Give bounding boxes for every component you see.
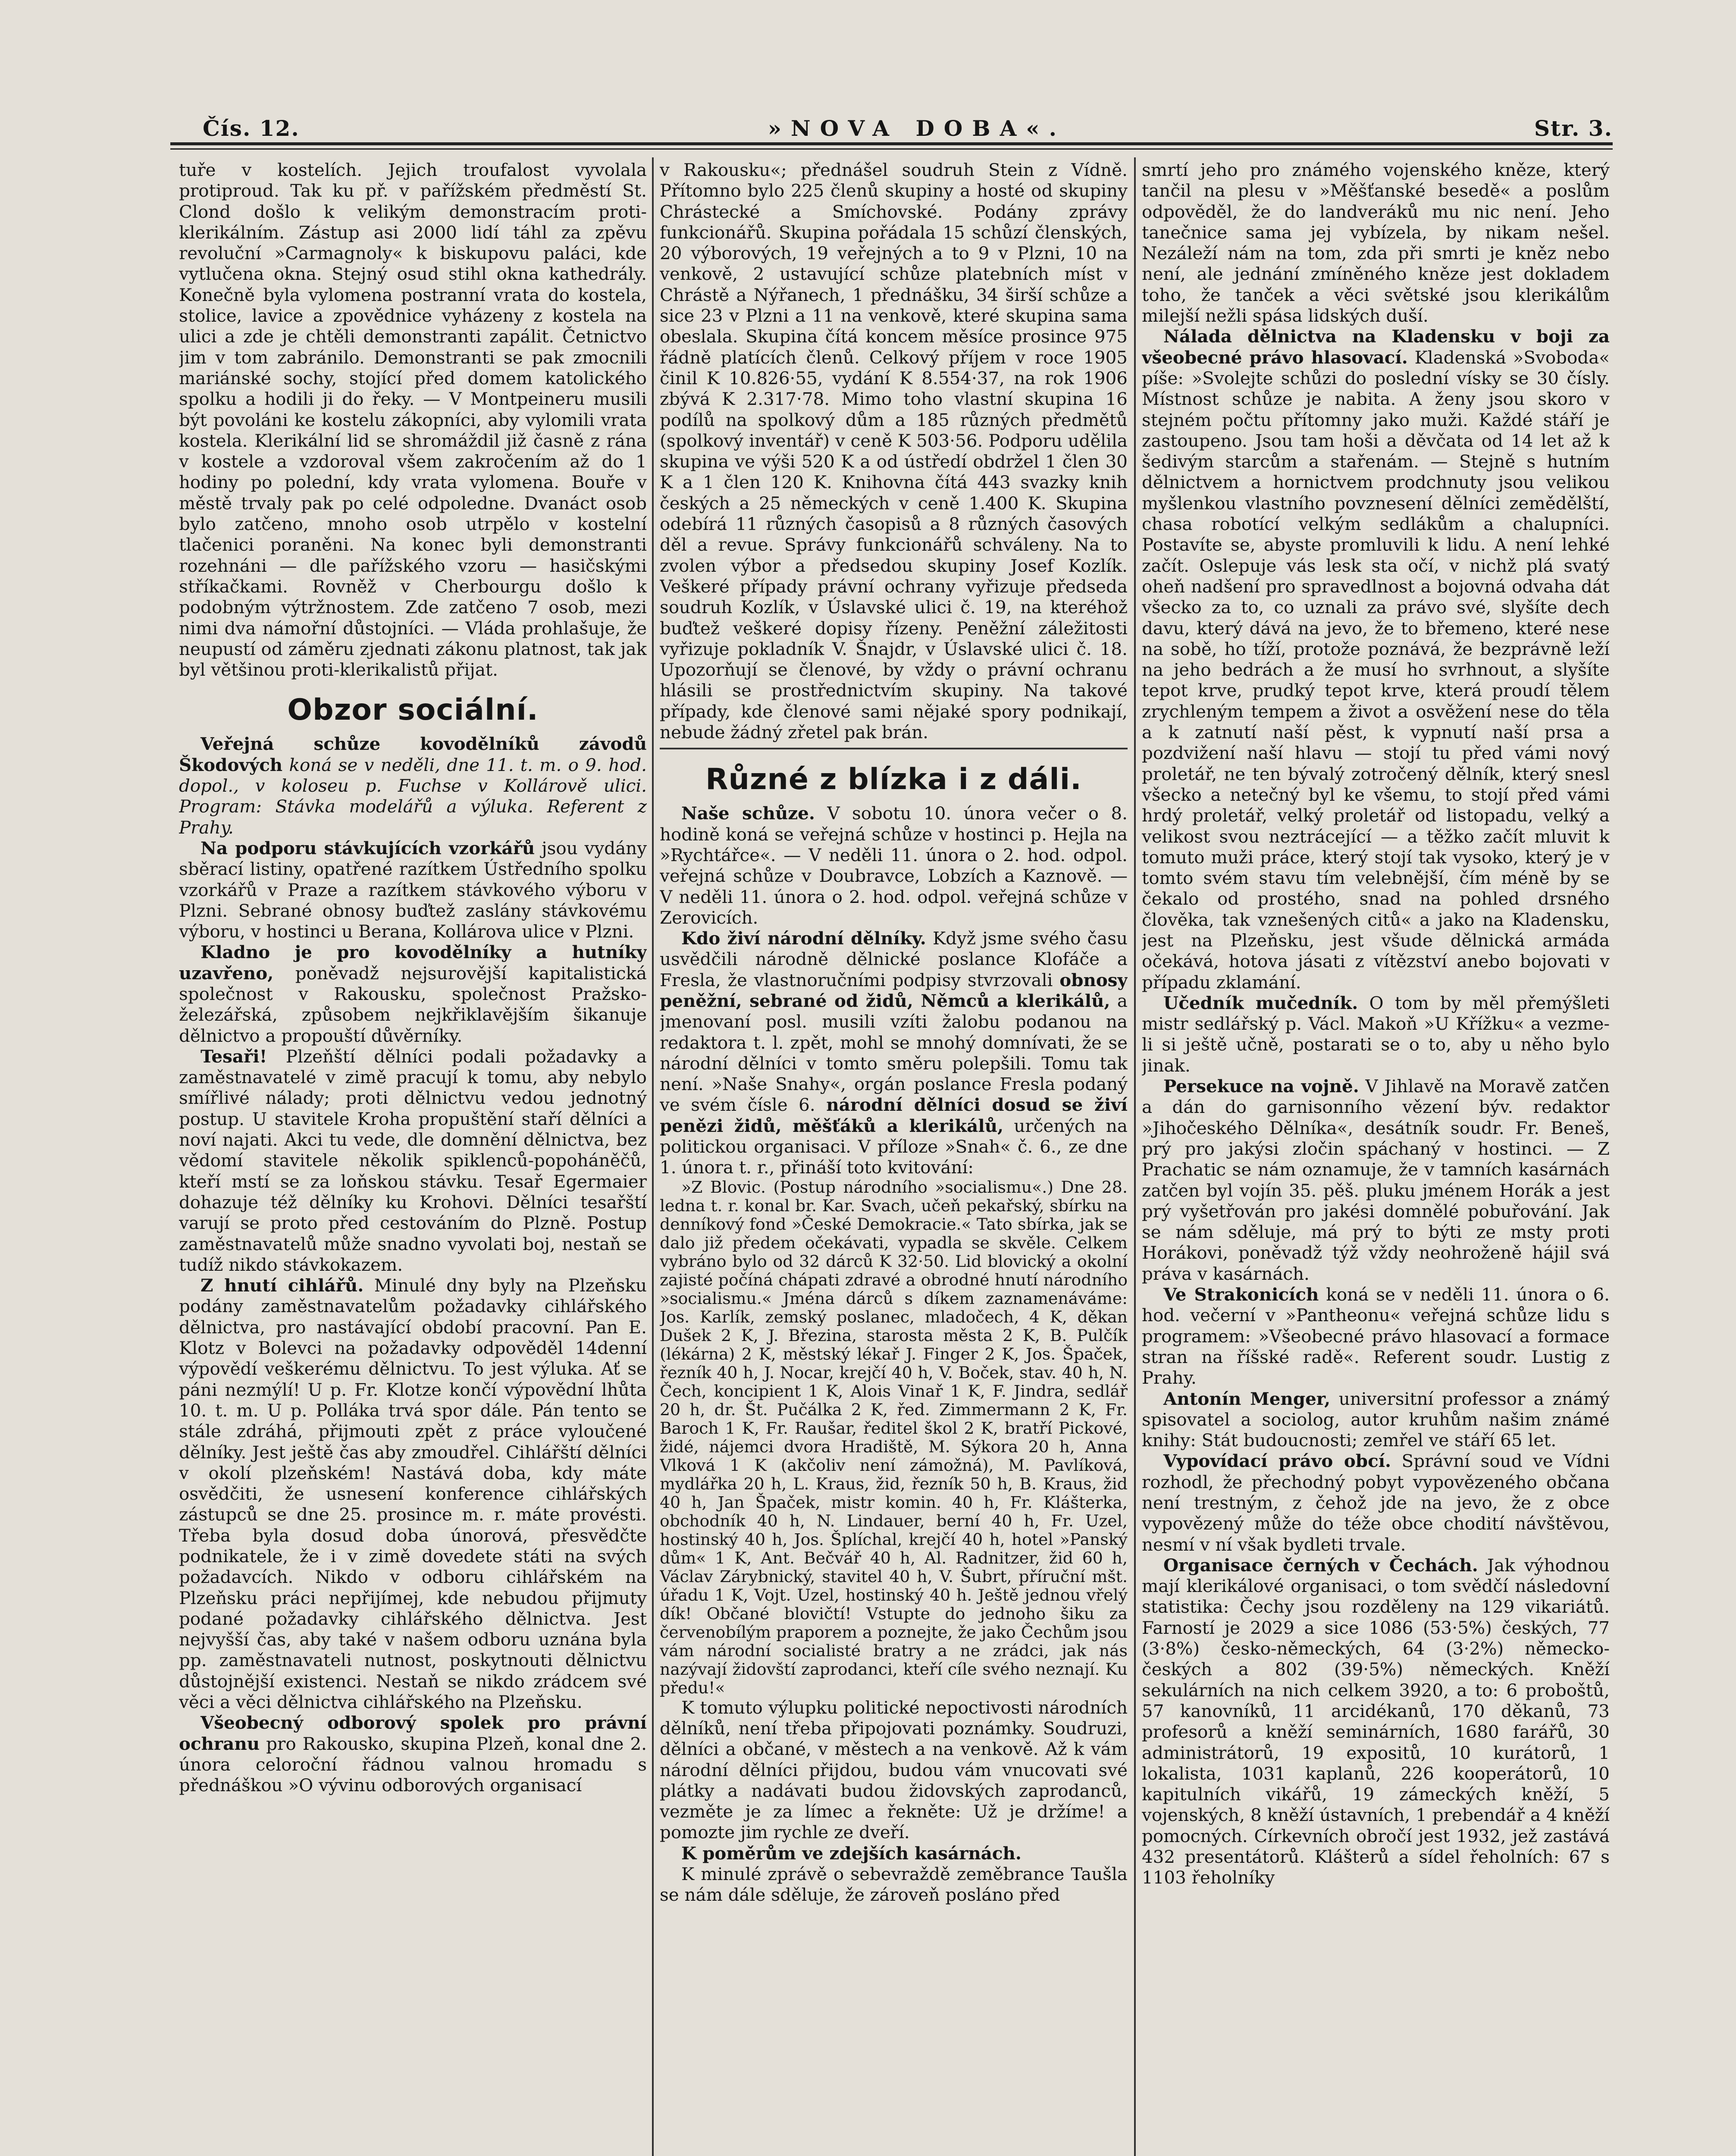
column-2 [660,160,1128,2156]
article-text: Kladenská »Svoboda« píše: »Svolejte schůzi do poslední vísky se 30 čísly. Místnost schůze je nabita. A ženy jsou skoro v stejném počtu přítomny jako muži. Každé stáří je zastoupeno. Jsou tam hoši a děvčata od 14 let až k šedivým starcům a stařenám. — Stejně s hutním dělnictvem a hornictvem prodchnuty jsou velikou myšlenkou vlastního povznesení dělníci zemědělští, chasa robotící velkým sedlákům a chalupníci. Postavíte se, abyste promluvili k lidu. A není lehké začít. Oslepuje vás lesk sta očí, v nichž plá svatý oheň nadšení pro spravedlnost a bojovná odvaha dát všecko za to, co uznali za právo své, slyšíte dech davu, který dává na jevo, že to břemeno, které nese na sobě, ho tíží, protože poznává, že bezprávně leží na jeho bedrách a že musí ho svrhnout, a slyšíte tepot krve, prudký tepot krve, která proudí tělem zrychleným tempem a život a osvěžení nese do těla a k zatnutí naší pěst, k vypnutí naší prsa a pozdvižení naší hlavu — stojí tu před vámi nový proletář, ne ten bývalý zotročený dělník, který snesl všecko a netečný byl ke všemu, to stojí před vámi hrdý proletář, velký proletář od listopadu, velký a velikost svou neztrácející — a těžko začít mluvit k tomuto muži práce, který stojí tak vysoko, který je v tomto svém stavu tím velebnější, čím méně by se čekalo od prostého, snad na pohled drsného člověka, tak vznešených citů« a jako na Kladensku, jest na Plzeňsku, jest všude dělnická armáda očekává, hotova jásati z vítězství anebo bojovati v případu zklamání. [1142,347,1610,993]
article-paragraph [179,733,647,837]
header-rule-thin [170,148,1613,150]
article-text: Jak výhodnou mají klerikálové organisaci, o tom svědčí následovní statistika: Čechy jsou rozděleny na 129 vikariátů. Farností je 2029 a sice 1086 (53·5%) českých, 77 (3·8%) česko-německých, 64 (3·2%) německo-českých a 802 (39·5%) německých. Kněží sekulárních na nich celkem 3920, a to: 6 proboštů, 57 kanovníků, 11 arcidékanů, 170 děkanů, 73 profesorů a kněží seminárních, 1680 farářů, 30 administrátorů, 19 expositů, 10 kurátorů, 1 lokalista, 1031 kaplanů, 226 kooperátorů, 10 kapitulních vikářů, 19 zámeckých kněží, 5 vojenských, 8 kněží ústavních, 1 prebendář a 4 kněží pomocných. Církevních obročí jest 1932, jež zastává 432 presentátorů. Klášterů a sídel řeholních: 67 s 1103 řeholníky [1142,1554,1610,1888]
article-paragraph: K minulé zprávě o sebevraždě zeměbrance Taušla se nám dále sděluje, že zároveň posláno před [660,1864,1128,1905]
headline: Veřejná schůze kovodělníků závodů Škodových [179,733,647,775]
article-text: jsou vydány sběrací listiny, opatřené razítkem Ústředního spolku vzorkářů v Praze a razítkem stávkového výboru v Plzni. Sebrané obnosy buďtež zaslány stávkovému výboru, v hostinci u Berana, Kollárova ulice v Plzni. [179,837,647,942]
headline: Organisace černých v Čechách. [1163,1554,1478,1576]
article-paragraph [1142,1388,1610,1451]
column-1 [179,160,647,2156]
article-paragraph [179,838,647,942]
headline: Na podporu stávkujících vzorkářů [201,837,535,859]
quoted-text: »Z Blovic. (Postup národního »socialismu«.) Dne 28. ledna t. r. konal br. Kar. Svach, učeň pekařský, sbírku na denníkový fond »České Demokracie.« Tato sbírka, jak se dalo již předem očekávati, vypadla se skvěle. Celkem vybráno bylo od 32 dárců K 32·50. Lid blovický a okolní zajisté počíná chápati zdravé a obrodné hnutí národního »socialismu.« Jména dárců s díkem zaznamenáváme: Jos. Karlík, zemský poslanec, mladočech, 4 K, děkan Dušek 2 K, J. Březina, starosta města 2 K, B. Pulčík (lékárna) 2 K, městský lékař J. Finger 2 K, Jos. Špaček, řezník 40 h, J. Nocar, krejčí 40 h, V. Boček, stav. 40 h, N. Čech, koncipient 1 K, Alois Vinař 1 K, F. Jindra, sedlář 20 h, dr. Št. Pučálka 2 K, řed. Zimmermann 2 K, Fr. Baroch 1 K, Fr. Raušar, ředitel škol 2 K, bratří Pickové, židé, nájemci dvora Hradiště, M. Sýkora 20 h, Anna Vlková 1 K (akčoliv není zámožná), M. Pavlíková, mydlářka 20 h, L. Kraus, žid, řezník 50 h, B. Kraus, žid 40 h, Jan Špaček, mistr komin. 40 h, Fr. Klášterka, obchodník 40 h, N. Lindauer, berní 40 h, Fr. Uzel, hostinský 40 h, Jos. Šplíchal, krejčí 40 h, hotel »Panský dům« 1 K, Ant. Bečvář 40 h, Al. Radnitzer, žid 60 h, Václav Zárybnický, stavitel 40 h, V. Šubrt, příruční mšt. úřadu 1 K, Vojt. Uzel, hostinský 40 h. Ještě jednou vřelý dík! Občané blovičtí! Vstupte do jednoho šiku za červenobílým praporem a poznejte, že jako Čechům jsou vám národní socialisté bratry a ne zrádci, jak nás nazývají židovští zaprodanci, kteří cíle svého neznají. Ku předu!« [660,1177,1128,1697]
article-continuation: tuře v kostelích. Jejich troufalost vyvolala protiproud. Tak ku př. v pařížském předměstí St. Clond došlo k velikým demonstracím proti-klerikálním. Zástup asi 2000 lidí táhl za zpěvu revoluční »Carmagnoly« k biskupovu paláci, kde vytlučena okna. Stejný osud stihl okna kathedrály. Konečně byla vylomena postranní vrata do kostela, stolice, lavice a zpovědnice vyházeny z kostela na ulici a zde je chtěli demonstranti zapálit. Četnictvo jim v tom zabránilo. Demonstranti se pak zmocnili mariánské sochy, stojící před domem katolického spolku a hodili ji do řeky. — V Montpeineru musili být povoláni ke kostelu zákopníci, aby vylomili vrata kostela. Klerikální lid se shromáždil již časně z rána v kostele a vzdoroval všem zakročením až do 1 hodiny po polední, kdy vrata vylomena. Bouře v městě trvaly pak po celé odpoledne. Dvanáct osob bylo zatčeno, mnoho osob utrpělo v kostelní tlačenici poraněni. Na konec byli demonstranti rozehnáni — dle pařížského vzoru — hasičskými stříkačkami. Rovněž v Cherbourgu došlo k podobným výtržnostem. Zde zatčeno 7 osob, mezi nimi dva námořní důstojníci. — Vláda prohlašuje, že neupustí od záměru zjednati zákonu platnost, tak jak byl většinou proti-klerikalistů přijat. [179,160,647,680]
headline: Antonín Menger, [1163,1388,1331,1409]
headline: Nálada dělnictva na Kladensku v boji za všeobecné právo hlasovací. [1142,326,1610,368]
headline: Z hnutí cihlářů. [201,1275,364,1296]
column-divider [652,157,654,2156]
headline: Ve Strakonicích [1163,1284,1319,1305]
headline: Tesaři! [201,1046,267,1067]
article-paragraph [1142,326,1610,993]
article-paragraph [179,1712,647,1796]
article-text: poněvadž nejsurovější kapitalistická společnost v Rakousku, společnost Pražsko-železářská, způsobem nejkřiklavějším šikanuje dělnictvo a propouští důvěrníky. [179,962,647,1046]
section-rule [660,748,1128,749]
column-divider [1134,157,1136,2156]
article-paragraph [660,1843,1128,1864]
article-text: Plzeňští dělníci podali požadavky a zaměstnavatelé v zimě pracují k tomu, aby nebylo smířlivé nálady; proti dělnictvu vedou jednotný postup. U stavitele Kroha propuštění staří dělníci a noví najati. Akci tu vede, dle domnění dělnictva, bez vědomí stavitele několik spiklenců-popoháněčů, kteří mstí se za loňskou stávku. Tesař Egermaier dohazuje též dělníky ku Krohovi. Dělníci tesařští varují se proto před cestováním do Plzně. Postup zaměstnavatelů může snadno vyvolati boj, nestaň se tudíž nikdo stávkokazem. [179,1046,647,1275]
headline: Kdo živí národní dělníky. [681,928,926,949]
section-heading-social: Obzor sociální. [287,693,539,727]
article-paragraph [179,942,647,1046]
article-continuation: smrtí jeho pro známého vojenského kněze, který tančil na plesu v »Měšťanské besedě« a poslům odpověděl, že do landveráků mu nic není. Jeho tanečnice sama jej vybízela, by nikam nešel. Nezáleží nám na tom, zda při smrti je kněz nebo není, ale jednání zmíněného kněze jest dokladem toho, že tanček a věci světské jsou klerikálům milejší nežli spása lidských duší. [1142,160,1610,326]
newspaper-title: »NOVA DOBA«. [768,115,1066,141]
headline: Naše schůze. [681,803,815,824]
column-3 [1142,160,1610,2156]
article-paragraph: K tomuto výlupku politické nepoctivosti národních dělníků, není třeba připojovati poznámky. Soudruzi, dělníci a občané, v městech a na venkově. Až k vám národní dělníci přijdou, budou vám vnucovati své plátky a nadávati budou židovských zaprodanců, vezměte je za límec a řekněte: Už je držíme! a pomozte jim rychle ze dveří. [660,1697,1128,1843]
header-rule [170,142,1613,145]
article-text: koná se v neděli, dne 11. t. m. o 9. hod. dopol., v koloseu p. Fuchse v Kollárově ulici. Program: Stávka modelářů a výluka. Referent z Prahy. [179,754,647,838]
article-paragraph [660,928,1128,1178]
article-text: pro Rakousko, skupina Plzeň, konal dne 2. února celoroční řádnou valnou hromadu s přednáškou »O vývinu odborových organisací [179,1733,647,1796]
article-paragraph [1142,993,1610,1076]
article-text: Když jsme svého času usvědčili národně dělnické poslance Klofáče a Fresla, že vlastnoručními podpisy stvrzovali [660,928,1128,990]
section-heading-misc: Různé z blízka i z dáli. [705,762,1082,797]
article-text: určených na politickou organisaci. V příloze »Snah« č. 6., ze dne 1. února t. r., přináší toto kvitování: [660,1115,1128,1178]
article-paragraph [1142,1555,1610,1888]
article-text: Správní soud ve Vídni rozhodl, že přechodný pobyt vypovězeného občana není trestným, z čehož jde na jevo, že z obce vypovězený může do téže obce chodití návštěvou, nesmí v ní však bydleti trvale. [1142,1451,1610,1555]
article-text: Minulé dny byly na Plzeňsku podány zaměstnavatelům požadavky cihlářského dělnictva, pro nastávající období pracovní. Pan E. Klotz v Bolevci na požadavky odpověděl 14denní výpovědí veškerému dělnictvu. To jest výluka. Ať se páni nezmýlí! U p. Fr. Klotze končí výpovědní lhůta 10. t. m. U p. Polláka trvá spor dále. Pán tento se stále zdráhá, přijmouti zpět z práce vyloučené dělníky. Jest ještě čas aby zmoudřel. Cihlářští dělníci v okolí plzeňském! Nastává doba, kdy máte osvědčiti, že usnesení konference cihlářských zástupců se dne 25. prosince m. r. máte provésti. Třeba byla dosud doba únorová, přesvědčte podnikatele, že i v zimě dovedete státi na svých požadavcích. Nikdo v odboru cihlářském na Plzeňsku práci nepřijímej, kde nebudou přijmuty podané požadavky cihlářského dělnictva. Jest nejvyšší čas, aby také v našem odboru uznána byla pp. zaměstnavateli nutnost, poskytnouti dělnictvu důstojnější existenci. Nestaň se nikdo zrádcem své věci a věci dělnictva cihlářského na Plzeňsku. [179,1275,647,1713]
article-text: universitní professor a známý spisovatel a sociolog, autor kruhům našim známé knihy: Stát budoucnosti; zemřel ve stáří 65 let. [1142,1388,1610,1451]
headline: Vypovídací právo obcí. [1163,1451,1391,1472]
headline: Persekuce na vojně. [1163,1076,1359,1097]
article-paragraph [660,803,1128,928]
emphasis: národní dělníci dosud se živí penězi židů, měšťáků a klerikálů, [660,1094,1128,1136]
headline: Všeobecný odborový spolek pro právní ochranu [179,1712,647,1754]
article-text: V Jihlavě na Moravě zatčen a dán do garnisonního vězení býv. redaktor »Jihočeského Dělníka«, desátník soudr. Fr. Beneš, prý pro jakýsi zločin spáchaný v hostinci. — Z Prachatic se nám oznamuje, že v tamních kasárnách zatčen byl vojín 35. pěš. pluku jménem Horák a jest prý vyšetřován pro jakési domnělé pobuřování. Jak se nám sděluje, má prý to býti ze msty proti Horákovi, poněvadž týž vždy neohroženě hájil svá práva v kasárnách. [1142,1076,1610,1284]
headline: K poměrům ve zdejších kasárnách. [681,1843,1022,1864]
article-text: O tom by měl přemýšleti mistr sedlářský p. Václ. Makoň »U Křížku« a vezme-li si ještě učně, postarati se o to, aby u něho bylo jinak. [1142,992,1610,1076]
page-header [203,113,1613,143]
article-paragraph [179,1046,647,1275]
article-paragraph [179,1275,647,1712]
article-continuation: v Rakousku«; přednášel soudruh Stein z Vídně. Přítomno bylo 225 členů skupiny a hosté od skupiny Chrástecké a Smíchovské. Podány zprávy funkcionářů. Skupina pořádala 15 schůzí členských, 20 výborových, 19 veřejných a to 9 v Plzni, 10 na venkově, 2 ustavující schůze platebních míst v Chrástě a Nýřanech, 1 přednášku, 34 širší schůze a sice 23 v Plzni a 11 na venkově, které skupina sama obeslala. Skupina čítá koncem měsíce prosince 975 řádně platících členů. Celkový příjem v roce 1905 činil K 10.826·55, vydání K 8.554·37, na rok 1906 zbývá K 2.317·78. Mimo toho vlastní skupina 16 podílů na spolkový dům a 185 různých předmětů (spolkový inventář) v ceně K 503·56. Podporu udělila skupina ve výši 520 K a od ústředí obdržel 1 člen 30 K a 1 člen 120 K. Knihovna čítá 443 svazky knih českých a 25 německých v ceně 1.400 K. Skupina odebírá 11 různých časopisů a 8 různých časových děl a revue. Správy funkcionářů schváleny. Na to zvolen výbor a předsedou skupiny Josef Kozlík. Veškeré případy právní ochrany vyřizuje předseda soudruh Kozlík, v Úslavské ulici č. 19, na kteréhož buďtež veškeré dopisy řízeny. Peněžní záležitosti vyřizuje pokladník V. Šnajdr, v Úslavské ulici č. 18. Upozorňují se členové, by vždy o právní ochranu hlásili se prostřednictvím skupiny. Na takové případy, kde členové sami nějaké spory podnikají, nebude žádný zřetel pak brán. [660,160,1128,743]
issue-number: Čís. 12. [203,115,300,141]
article-paragraph [1142,1076,1610,1284]
article-text: koná se v neděli 11. února o 6. hod. večerní v »Pantheonu« veřejná schůze lidu s programem: »Všeobecné právo hlasovací a formace stran na říšské radě«. Referent soudr. Lustig z Prahy. [1142,1284,1610,1388]
article-paragraph [1142,1451,1610,1554]
article-text: V sobotu 10. února večer o 8. hodině koná se veřejná schůze v hostinci p. Hejla na »Rychtářce«. — V neděli 11. února o 2. hod. odpol. veřejná schůze v Doubravce, Lobzích a Kaznově. — V neděli 11. února o 2. hod. odpol. veřejná schůze v Zerovicích. [660,803,1128,928]
article-text: a jmenovaní posl. musili vzíti žalobu podanou na redaktora t. l. zpět, mohl se mnohý domnívati, že se národní dělníci v tomto směru polepšili. Tomu tak není. »Naše Snahy«, orgán poslance Fresla podaný ve svém čísle 6. [660,990,1128,1116]
emphasis: obnosy peněžní, sebrané od židů, Němců a klerikálů, [660,969,1128,1011]
headline: Kladno je pro kovodělníky a hutníky uzavřeno, [179,942,647,984]
page-number: Str. 3. [1534,115,1613,141]
headline: Učedník mučedník. [1163,992,1358,1013]
article-paragraph [1142,1284,1610,1388]
